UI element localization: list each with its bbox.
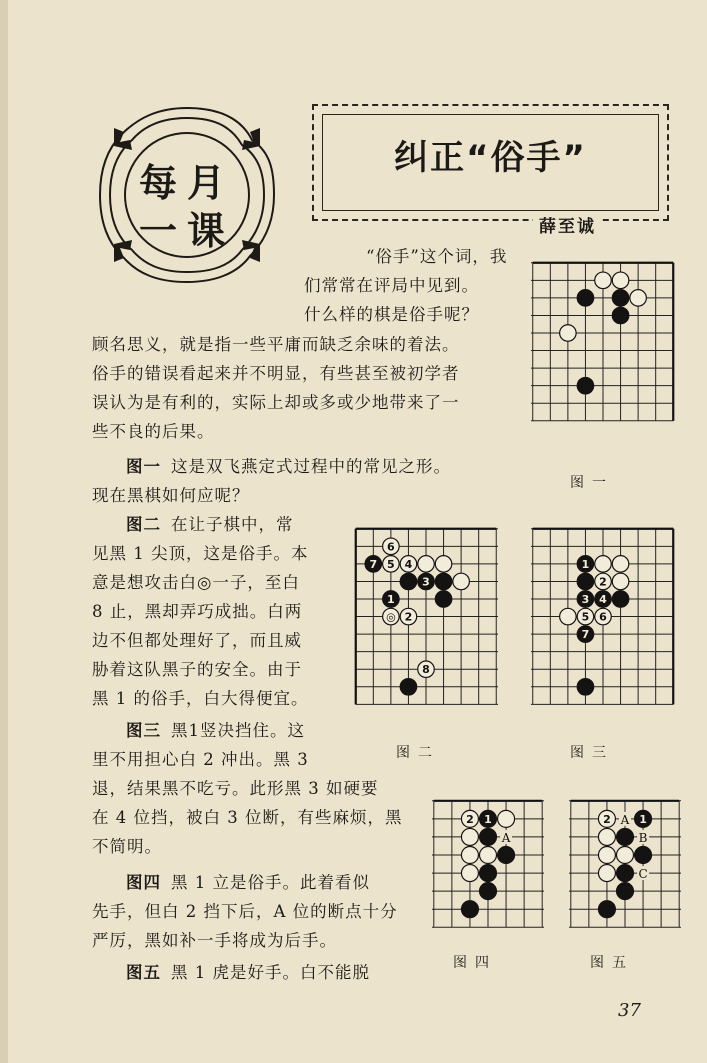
text-line xyxy=(92,510,342,539)
text-line: 黑 1 的俗手，白大得便宜。 xyxy=(92,689,309,708)
black-stone xyxy=(612,290,629,307)
move-number: ◎ xyxy=(386,610,396,624)
text-line: 们常常在评局中见到。 xyxy=(304,276,479,295)
text-line: 俗手的错误看起来并不明显，有些甚至被初学者 xyxy=(92,364,460,383)
text-line: 在 4 位挡，被白 3 位断，有些麻烦，黑 xyxy=(92,808,403,827)
go-board-fig3 xyxy=(527,523,677,735)
white-stone xyxy=(612,573,629,590)
white-stone xyxy=(418,556,435,573)
white-stone xyxy=(480,847,497,864)
text-line: 些不良的后果。 xyxy=(92,422,215,441)
move-number: 2 xyxy=(603,812,611,826)
text-line: 什么样的棋是俗手呢？ xyxy=(304,305,479,324)
black-stone xyxy=(612,591,629,608)
caption-fig3: 图三 xyxy=(570,745,614,761)
text-span: 黑1竖决挡住。这 xyxy=(171,721,305,740)
white-stone xyxy=(612,272,629,289)
text-line xyxy=(92,958,422,987)
text-line: 顾名思义，就是指一些平庸而缺乏余味的着法。 xyxy=(92,335,460,354)
text-line: 严厉，黑如补一手将成为后手。 xyxy=(92,931,337,950)
black-stone xyxy=(400,679,417,696)
move-number: 1 xyxy=(387,593,395,606)
move-number: 4 xyxy=(404,557,413,571)
fig3-lead: 图三 xyxy=(126,721,161,740)
fig4-lead: 图四 xyxy=(126,873,161,892)
caption-fig2: 图二 xyxy=(396,745,440,761)
black-stone xyxy=(480,828,497,845)
page-edge xyxy=(0,0,8,1063)
go-board-fig5 xyxy=(565,795,683,945)
banner-line-2: 一课 xyxy=(138,209,235,253)
fig2-lead: 图二 xyxy=(126,515,161,534)
white-stone xyxy=(595,272,612,289)
page-number: 37 xyxy=(618,1000,641,1021)
black-stone xyxy=(435,591,452,608)
black-stone xyxy=(435,573,452,590)
banner-line-1: 每月 xyxy=(138,161,235,205)
monthly-lesson-banner xyxy=(92,100,282,290)
white-stone xyxy=(560,608,577,625)
white-stone xyxy=(453,573,470,590)
black-stone xyxy=(577,290,594,307)
text-line: 8 止，黑却弄巧成拙。白两 xyxy=(92,602,303,621)
go-board-fig2 xyxy=(350,523,500,735)
paragraph-fig1 xyxy=(92,452,512,510)
black-stone xyxy=(480,883,497,900)
move-number: 3 xyxy=(581,593,590,606)
text-line: 意是想攻击白◎一子，至白 xyxy=(92,573,300,592)
black-stone xyxy=(635,847,652,864)
move-number: 1 xyxy=(484,812,492,826)
black-stone xyxy=(577,679,594,696)
move-number: 1 xyxy=(581,557,590,571)
black-stone xyxy=(577,377,594,394)
white-stone xyxy=(560,325,577,342)
text-line: 里不用担心白 2 冲出。黑 3 xyxy=(92,750,309,769)
move-number: 5 xyxy=(581,610,590,624)
white-stone xyxy=(498,810,515,827)
white-stone xyxy=(630,290,647,307)
paragraph-fig5 xyxy=(92,958,422,987)
text-line: 现在黑棋如何应呢？ xyxy=(92,486,250,505)
go-board-fig4 xyxy=(428,795,546,945)
text-line: 不简明。 xyxy=(92,837,162,856)
black-stone xyxy=(498,847,515,864)
white-stone xyxy=(612,556,629,573)
text-line xyxy=(92,452,512,481)
move-number: 1 xyxy=(639,812,647,826)
point-label: C xyxy=(638,867,648,882)
text-span: 黑 1 虎是好手。白不能脱 xyxy=(171,963,370,982)
author: 薛至诚 xyxy=(533,212,602,237)
black-stone xyxy=(480,865,497,882)
move-number: 2 xyxy=(599,575,607,589)
move-number: 3 xyxy=(422,575,430,589)
move-number: 2 xyxy=(404,610,413,624)
black-stone xyxy=(577,573,594,590)
go-board-fig1 xyxy=(527,257,677,457)
text-span: 这是双飞燕定式过程中的常见之形。 xyxy=(171,457,451,476)
white-stone xyxy=(435,556,452,573)
caption-fig5: 图五 xyxy=(590,955,634,971)
white-stone xyxy=(598,847,615,864)
white-stone xyxy=(598,828,615,845)
text-line: 误认为是有利的，实际上却或多或少地带来了一 xyxy=(92,393,460,412)
black-stone xyxy=(400,573,417,590)
text-line: 退，结果黑不吃亏。此形黑 3 如硬要 xyxy=(92,779,379,798)
text-line: 先手，但白 2 挡下后，A 位的断点十分 xyxy=(92,902,398,921)
point-label: B xyxy=(638,830,648,845)
white-stone xyxy=(617,847,634,864)
white-stone xyxy=(461,847,478,864)
move-number: 4 xyxy=(599,593,607,606)
point-label: A xyxy=(501,830,511,845)
move-number: 8 xyxy=(422,663,430,677)
move-number: 7 xyxy=(369,557,378,571)
black-stone xyxy=(617,883,634,900)
title-box xyxy=(312,104,669,221)
move-number: 7 xyxy=(581,628,590,642)
black-stone xyxy=(617,865,634,882)
article-title: 纠正“俗手” xyxy=(394,138,587,178)
fig5-lead: 图五 xyxy=(126,963,161,982)
text-line: 见黑 1 尖顶，这是俗手。本 xyxy=(92,544,309,563)
text-span: 黑 1 立是俗手。此着看似 xyxy=(171,873,370,892)
move-number: 2 xyxy=(466,812,474,826)
text-line: “俗手”这个词，我 xyxy=(366,247,508,266)
paragraph-fig2 xyxy=(92,510,342,713)
text-line: 边不但都处理好了，而且威 xyxy=(92,631,302,650)
paragraph-fig3 xyxy=(92,716,422,861)
white-stone xyxy=(595,556,612,573)
point-label: A xyxy=(620,812,630,827)
fig1-lead: 图一 xyxy=(126,457,161,476)
white-stone xyxy=(461,865,478,882)
move-number: 6 xyxy=(387,540,395,554)
white-stone xyxy=(598,865,615,882)
text-line: 胁着这队黑子的安全。由于 xyxy=(92,660,302,679)
move-number: 6 xyxy=(599,610,607,624)
black-stone xyxy=(598,901,615,918)
white-stone xyxy=(461,828,478,845)
paragraph-fig4 xyxy=(92,868,422,955)
black-stone xyxy=(612,307,629,324)
caption-fig4: 图四 xyxy=(453,955,497,971)
black-stone xyxy=(461,901,478,918)
move-number: 5 xyxy=(387,557,395,571)
text-line xyxy=(92,868,422,897)
text-span: 在让子棋中，常 xyxy=(171,515,294,534)
paragraph-intro xyxy=(92,330,512,446)
paragraph-intro-head xyxy=(304,242,520,329)
caption-fig1: 图一 xyxy=(570,475,614,491)
black-stone xyxy=(617,828,634,845)
